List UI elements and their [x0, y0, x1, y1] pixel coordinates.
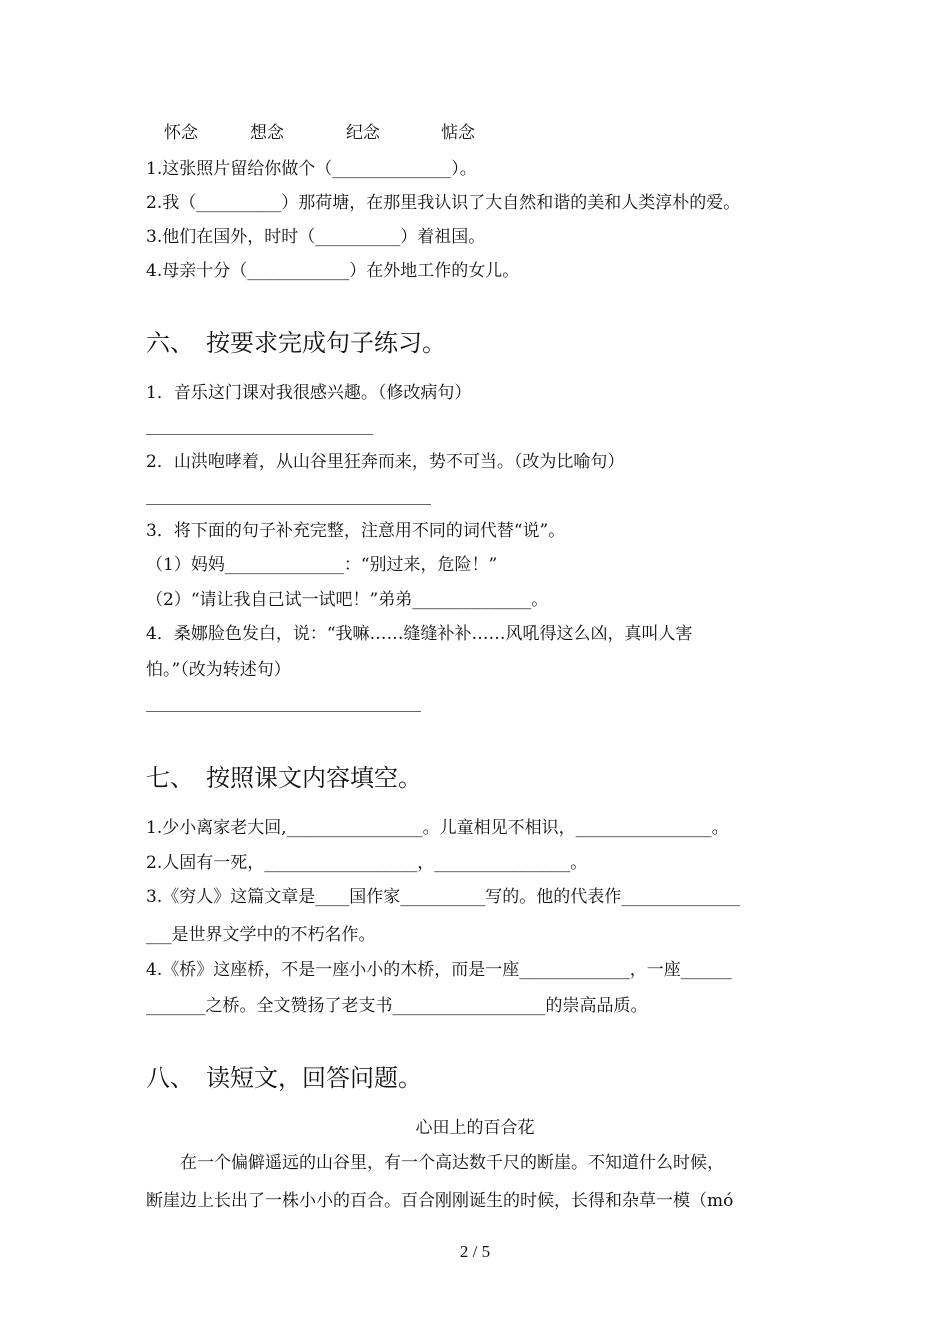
fill-blank-line: 3.《穷人》这篇文章是____国作家__________写的。他的代表作______________: [146, 887, 741, 907]
question-text: 4．桑娜脸色发白，说：“我嘛……缝缝补补……风吼得这么凶，真叫人害: [146, 624, 693, 644]
fill-blank-line: 1.少小离家老大回,________________。儿童相见不相识，________________。: [146, 818, 729, 838]
passage-paragraph: 断崖边上长出了一株小小的百合。百合刚刚诞生的时候，长得和杂草一模（mó: [146, 1191, 734, 1211]
question-text: 1．音乐这门课对我很感兴趣。（修改病句）: [146, 383, 472, 403]
question-text: 2．山洪咆哮着，从山谷里狂奔而来，势不可当。（改为比喻句）: [146, 452, 625, 472]
fill-blank-line: 4.《桥》这座桥，不是一座小小的木桥，而是一座_____________，一座______: [146, 960, 732, 980]
fill-blank-line: 4.母亲十分（____________）在外地工作的女儿。: [146, 261, 520, 281]
question-text: （2）“请让我自己试一试吧！”弟弟______________。: [146, 590, 549, 610]
section-heading: 六、 按要求完成句子练习。: [146, 329, 446, 357]
fill-blank-line: 2.我（__________）那荷塘，在那里我认识了大自然和谐的美和人类淳朴的爱。: [146, 193, 741, 213]
word-bank-item: 怀念: [164, 123, 198, 143]
word-bank-item: 想念: [250, 123, 284, 143]
answer-line: [146, 504, 431, 505]
answer-line: [146, 434, 373, 435]
page-number: 2 / 5: [459, 1242, 491, 1261]
question-text: （1）妈妈______________：“别过来，危险！”: [146, 555, 498, 575]
section-heading: 八、 读短文，回答问题。: [146, 1064, 422, 1092]
question-text: 3．将下面的句子补充完整，注意用不同的词代替“说”。: [146, 521, 566, 541]
fill-blank-line: _______之桥。全文赞扬了老支书__________________的崇高品质。: [146, 996, 648, 1016]
section-heading: 七、 按照课文内容填空。: [146, 764, 422, 792]
word-bank-item: 惦念: [441, 123, 475, 143]
fill-blank-line: 2.人固有一死，__________________，________________。: [146, 853, 588, 873]
passage-paragraph: 在一个偏僻遥远的山谷里，有一个高达数千尺的断崖。不知道什么时候，: [146, 1153, 724, 1173]
word-bank-item: 纪念: [346, 123, 380, 143]
fill-blank-line: 1.这张照片留给你做个（______________）。: [146, 159, 477, 179]
passage-title: 心田上的百合花: [415, 1118, 535, 1138]
answer-line: [146, 711, 421, 712]
fill-blank-line: 3.他们在国外，时时（__________）着祖国。: [146, 227, 486, 247]
question-text: 怕。”（改为转述句）: [146, 660, 291, 680]
fill-blank-line: ___是世界文学中的不朽名作。: [146, 925, 376, 945]
